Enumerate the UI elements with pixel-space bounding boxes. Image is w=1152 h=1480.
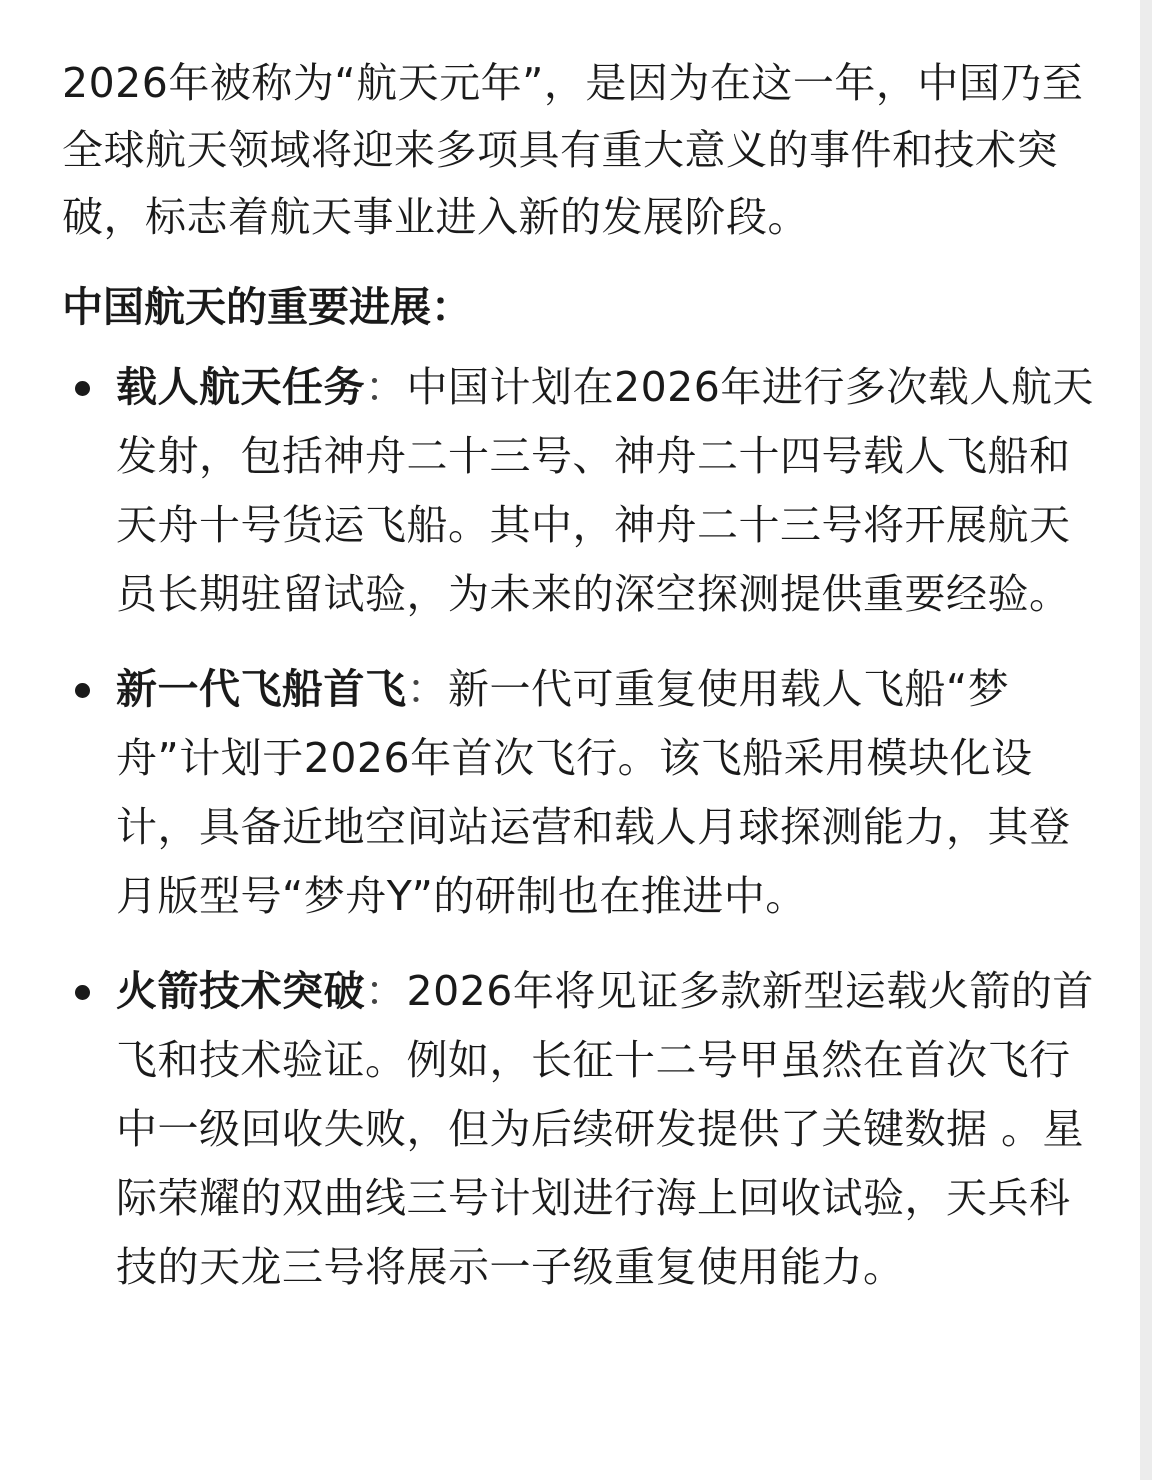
bullet-dot-icon: [75, 683, 90, 698]
list-item-title: 载人航天任务: [116, 363, 365, 411]
list-item-text: 新一代可重复使用载人飞船“梦舟”计划于2026年首次飞行。该飞船采用模块化设计，具备近地空间站运营和载人月球探测能力，其登月版型号“梦舟Y”的研制也在推进中。: [116, 665, 1071, 920]
list-item-separator: ：: [365, 967, 407, 1015]
list-item-separator: ：: [365, 363, 407, 411]
bullet-dot-icon: [75, 985, 90, 1000]
list-item-separator: ：: [406, 665, 448, 713]
bullet-dot-icon: [75, 381, 90, 396]
section-heading: 中国航天的重要进展：: [62, 283, 472, 331]
scrollbar-track[interactable]: [1140, 0, 1152, 1480]
progress-list: [62, 353, 1102, 1302]
intro-paragraph: 2026年被称为“航天元年”，是因为在这一年，中国乃至全球航天领域将迎来多项具有重大意义的事件和技术突破，标志着航天事业进入新的发展阶段。: [62, 59, 1084, 241]
list-item-title: 新一代飞船首飞: [116, 665, 407, 713]
list-item-text: 2026年将见证多款新型运载火箭的首飞和技术验证。例如，长征十二号甲虽然在首次飞行中一级回收失败，但为后续研发提供了关键数据 。星际荣耀的双曲线三号计划进行海上回收试验，天兵科技的天龙三号将展示一子级重复使用能力。: [116, 967, 1094, 1291]
article-content: [62, 50, 1102, 1328]
list-item-rocket-tech: [62, 957, 1102, 1302]
list-item-text: 中国计划在2026年进行多次载人航天发射，包括神舟二十三号、神舟二十四号载人飞船和天舟十号货运飞船。其中，神舟二十三号将开展航天员长期驻留试验，为未来的深空探测提供重要经验。: [116, 363, 1094, 618]
list-item-crewed-missions: [62, 353, 1102, 629]
list-item-new-spacecraft: [62, 655, 1102, 931]
list-item-title: 火箭技术突破: [116, 967, 365, 1015]
